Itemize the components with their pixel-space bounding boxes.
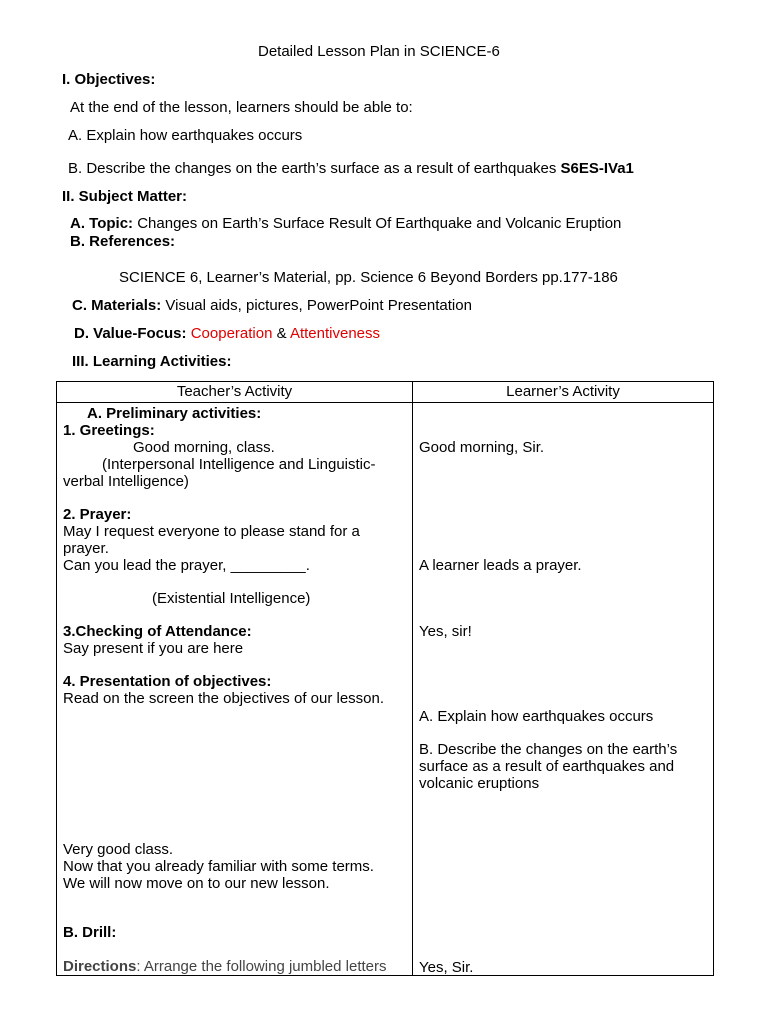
learner-greeting: Good morning, Sir. [419, 439, 545, 456]
presentation-heading: 4. Presentation of objectives: [63, 673, 272, 690]
learner-objective-a: A. Explain how earthquakes occurs [419, 708, 654, 725]
learning-activities-heading: III. Learning Activities: [72, 353, 232, 370]
activities-table [56, 381, 714, 976]
value-attentiveness: Attentiveness [289, 325, 381, 342]
objective-a: A. Explain how earthquakes occurs [68, 127, 303, 144]
objective-b-text: B. Describe the changes on the earth’s surface as a result of earthquakes [68, 160, 557, 177]
table-row [57, 403, 714, 976]
topic-label: A. Topic: [70, 215, 134, 232]
competency-code: S6ES-IVa1 [560, 160, 634, 177]
presentation-line: Read on the screen the objectives of our lesson. [63, 690, 385, 707]
greetings-note-2: verbal Intelligence) [63, 473, 189, 490]
teacher-activity-cell [57, 403, 413, 976]
page-title: Detailed Lesson Plan in SCIENCE-6 [258, 43, 500, 60]
greetings-note-1: (Interpersonal Intelligence and Linguistic- [102, 456, 376, 473]
objective-b [68, 160, 634, 178]
learner-objective-b-1: B. Describe the changes on the earth’s [419, 741, 678, 758]
prayer-heading: 2. Prayer: [63, 506, 132, 523]
directions-label: Directions [63, 958, 137, 975]
value-ampersand: & [276, 325, 287, 342]
references-value: SCIENCE 6, Learner’s Material, pp. Science 6 Beyond Borders pp.177-186 [119, 269, 618, 286]
topic-line [70, 215, 621, 233]
learner-activity-cell [413, 403, 714, 976]
value-cooperation: Cooperation [190, 325, 273, 342]
learner-activity-header: Learner’s Activity [413, 382, 714, 403]
topic-value: Changes on Earth’s Surface Result Of Earthquake and Volcanic Eruption [137, 215, 622, 232]
value-focus-label: D. Value-Focus: [74, 325, 187, 342]
materials-label: C. Materials: [72, 297, 162, 314]
objectives-heading: I. Objectives: [62, 71, 156, 88]
preliminary-activities: A. Preliminary activities: [87, 405, 262, 422]
learner-attendance: Yes, sir! [419, 623, 472, 640]
directions-line [63, 958, 387, 975]
table-header-row [57, 382, 714, 403]
objectives-intro: At the end of the lesson, learners should be able to: [70, 99, 413, 116]
closing-line-1: Very good class. [63, 841, 174, 858]
references-label: B. References: [70, 233, 176, 250]
directions-text: : Arrange the following jumbled letters [136, 958, 387, 975]
greetings-line: Good morning, class. [133, 439, 275, 456]
prayer-line-1: May I request everyone to please stand for a [63, 523, 360, 540]
value-focus-line [74, 325, 380, 343]
prayer-line-3: Can you lead the prayer, _________. [63, 557, 310, 574]
prayer-line-2: prayer. [63, 540, 109, 557]
closing-line-3: We will now move on to our new lesson. [63, 875, 330, 892]
prayer-note: (Existential Intelligence) [152, 590, 311, 607]
greetings-heading: 1. Greetings: [63, 422, 155, 439]
materials-value: Visual aids, pictures, PowerPoint Presentation [165, 297, 472, 314]
materials-line [72, 297, 472, 315]
learner-drill: Yes, Sir. [419, 959, 474, 975]
learner-prayer: A learner leads a prayer. [419, 557, 582, 574]
learner-objective-b-3: volcanic eruptions [419, 775, 540, 792]
drill-heading: B. Drill: [63, 924, 117, 941]
attendance-heading: 3.Checking of Attendance: [63, 623, 252, 640]
closing-line-2: Now that you already familiar with some terms. [63, 858, 374, 875]
learner-objective-b-2: surface as a result of earthquakes and [419, 758, 675, 775]
attendance-line: Say present if you are here [63, 640, 244, 657]
subject-matter-heading: II. Subject Matter: [62, 188, 188, 205]
teacher-activity-header: Teacher’s Activity [57, 382, 413, 403]
